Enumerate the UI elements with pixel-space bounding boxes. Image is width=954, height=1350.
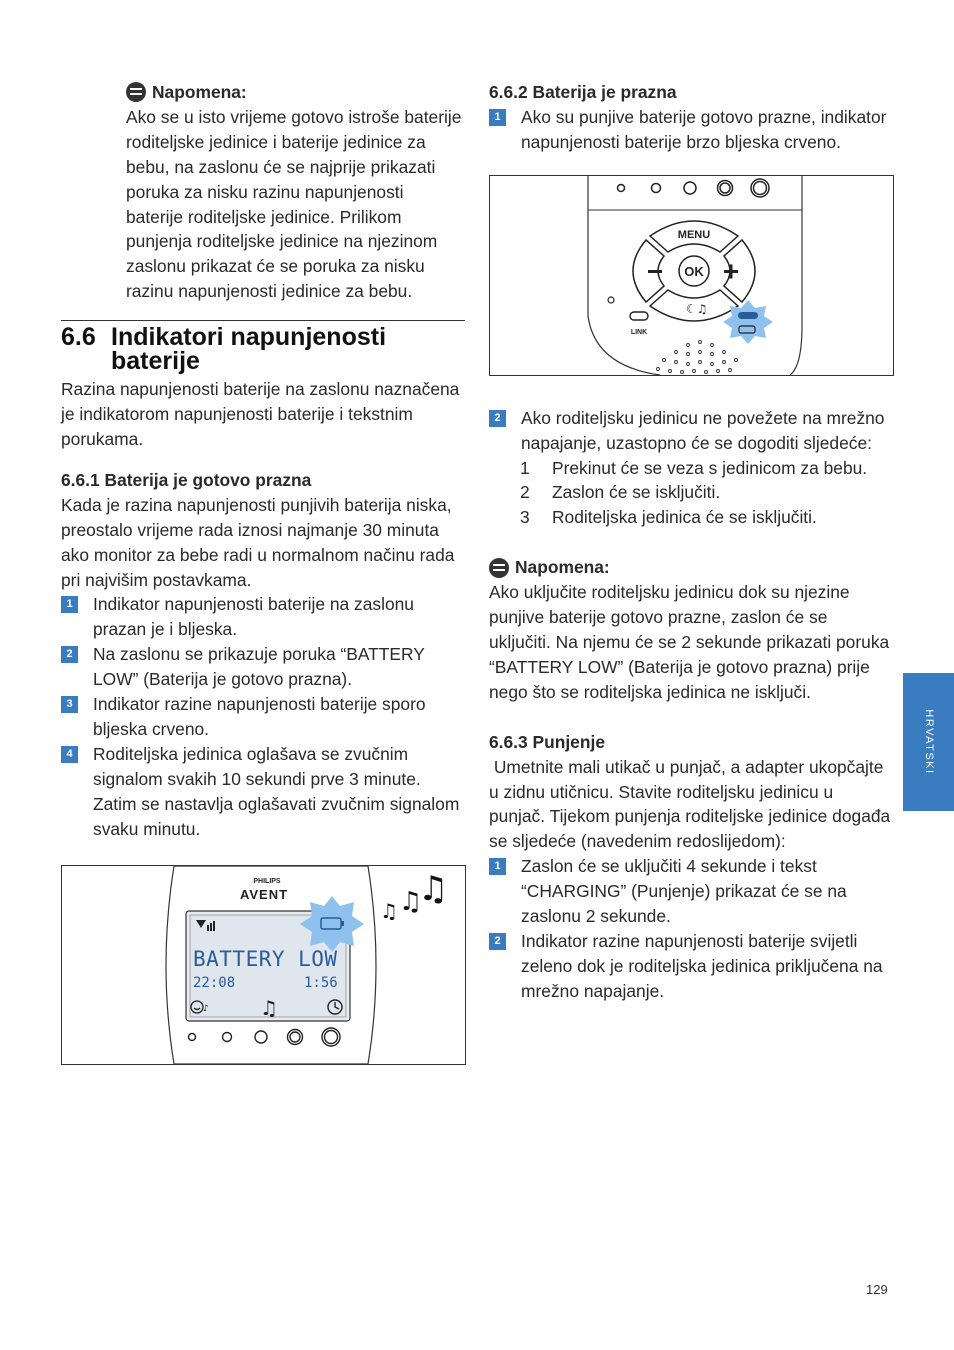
step-text: Ako roditeljsku jedinicu ne povežete na mrežno napajanje, uzastopno će se dogoditi sljedeće:: [521, 407, 885, 453]
list-item: [489, 406, 894, 456]
lcd-time-right: 1:56: [304, 975, 338, 992]
left-column: [61, 80, 465, 1065]
subsection-text-661: Kada je razina napunjenosti punjivih baterija niska, preostalo vrijeme rada iznosi najmanje 30 minuta ako monitor za bebe radi u normalnom načinu rada pri najvišim postavkama.: [61, 494, 455, 590]
note-top: [126, 80, 465, 304]
list-item: [61, 592, 465, 642]
battery-light: [738, 312, 758, 319]
list-item: [489, 105, 894, 155]
sound-note-icon: ♫: [399, 887, 423, 918]
step-badge: 1: [489, 109, 506, 126]
step-text: Roditeljska jedinica oglašava se zvučnim signalom svakih 10 sekundi prve 3 minute. Zatim se nastavlja oglašavati zvučnim signalom svaku minutu.: [93, 743, 460, 839]
figure-button-panel: [489, 175, 894, 376]
menu-label: MENU: [677, 228, 711, 241]
mic-icon: ♪: [203, 1004, 209, 1015]
step-text: Zaslon će se uključiti 4 sekunde i tekst “CHARGING” (Punjenje) prikazat će se na zaslonu 2 sekunde.: [521, 856, 847, 927]
subsection-heading-663: 6.6.3 Punjenje: [489, 731, 605, 752]
substep-text: Prekinut će se veza s jedinicom za bebu.: [552, 457, 868, 478]
step-text: Indikator razine napunjenosti baterije sporo bljeska crveno.: [93, 694, 426, 739]
step-text: Ako su punjive baterije gotovo prazne, indikator napunjenosti baterije brzo bljeska crveno.: [521, 106, 887, 152]
substep-number: 2: [520, 482, 530, 503]
step-badge: 2: [61, 646, 78, 663]
step-text: Indikator razine napunjenosti baterije svijetli zeleno dok je roditeljska jedinica priključena na mrežno napajanje.: [521, 930, 883, 1001]
step-badge: 2: [489, 933, 506, 950]
device-panel-illustration: [490, 176, 893, 375]
brand-philips: PHILIPS: [253, 878, 281, 886]
substep-text: Zaslon će se isključiti.: [552, 482, 721, 503]
list-item: [489, 456, 894, 481]
list-item: [61, 692, 465, 742]
note-text: Ako uključite roditeljsku jedinicu dok su njezine punjive baterije gotovo prazne, zaslon će se uključiti. Na njemu će se 2 sekunde prikazati poruka “BATTERY LOW” (Baterija je gotovo prazna) prije nego što se roditeljska jedinica ne isključi.: [489, 582, 890, 702]
language-label: HRVATSKI: [922, 709, 935, 775]
ok-label: OK: [684, 263, 704, 279]
section-number: 6.6: [61, 323, 96, 352]
list-item: [489, 505, 894, 530]
substep-number: 1: [520, 457, 530, 478]
subsection-text-663: Umetnite mali utikač u punjač, a adapter ukopčajte u zidnu utičnicu. Stavite roditeljsku jedinicu u punjač. Tijekom punjenja roditeljske jedinice događa se sljedeće (navedenim redoslijedom):: [489, 756, 896, 852]
step-badge: 3: [61, 696, 78, 713]
right-column: [489, 80, 894, 1004]
substep-number: 3: [520, 507, 530, 528]
note-bottom: [489, 555, 894, 704]
substep-text: Roditeljska jedinica će se isključiti.: [552, 507, 817, 528]
list-item: [61, 742, 465, 842]
page-number: 129: [866, 1282, 888, 1297]
note-heading: Napomena:: [152, 82, 247, 102]
subsection-heading-661: 6.6.1 Baterija je gotovo prazna: [61, 469, 312, 490]
list-item: [61, 642, 465, 692]
steps-661: [61, 592, 465, 841]
sound-note-icon: ♫: [418, 869, 449, 910]
flash-burst-icon: [723, 300, 773, 344]
step-text: Indikator napunjenosti baterije na zaslonu prazan je i bljeska.: [93, 594, 414, 640]
night-light-icon: ☾♫: [686, 301, 708, 316]
list-item: [489, 929, 894, 1004]
figure-battery-low-display: [61, 865, 466, 1065]
note-text: Ako se u isto vrijeme gotovo istroše baterije roditeljske jedinice i baterije jedinice za bebu, na zaslonu će se najprije prikazati poruka za nisku razinu napunjenosti baterije roditeljske jedinice. Prilikom punjenja roditeljske jedinice na njezinom zaslonu prikazat će se poruka za nisku razinu napunjenosti jedinice za bebu.: [126, 106, 462, 302]
brand-avent: AVENT: [239, 887, 289, 903]
section-intro: Razina napunjenosti baterije na zaslonu naznačena je indikatorom napunjenosti baterije i tekstnim porukama.: [61, 379, 460, 449]
note-icon: [126, 82, 146, 102]
lcd-time-left: 22:08: [193, 975, 236, 992]
note-icon: [489, 558, 509, 578]
step-text: Na zaslonu se prikazuje poruka “BATTERY LOW” (Baterija je gotovo prazna).: [93, 644, 425, 690]
list-item: [489, 480, 894, 505]
section-title: Indikatori napunjenosti baterije: [111, 323, 387, 376]
step-badge: 4: [61, 746, 78, 763]
section-header: [61, 320, 465, 376]
music-note-icon: ♫: [260, 996, 278, 1021]
subsection-heading-662: 6.6.2 Baterija je prazna: [489, 82, 677, 102]
lcd-message: BATTERY LOW: [193, 947, 338, 972]
step-badge: 1: [61, 596, 78, 613]
list-item: [489, 854, 894, 929]
step-badge: 1: [489, 858, 506, 875]
note-heading: Napomena:: [515, 557, 610, 578]
device-lcd-illustration: [62, 866, 465, 1064]
step-badge: 2: [489, 410, 506, 427]
link-label: LINK: [630, 328, 648, 336]
minus-icon: [648, 270, 662, 273]
language-tab: [903, 673, 954, 811]
sound-note-icon: ♫: [380, 899, 398, 924]
